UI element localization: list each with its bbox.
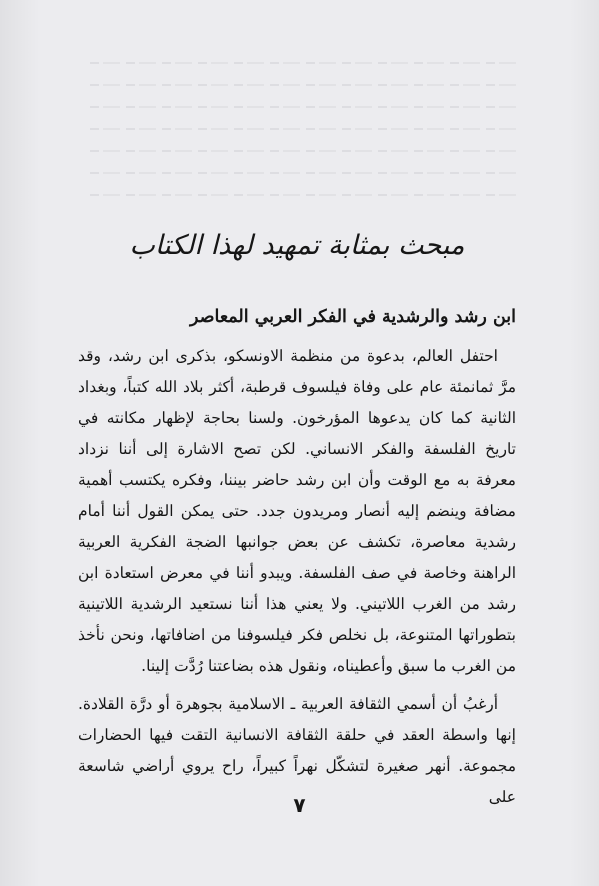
page-content [78,226,516,813]
chapter-title: مبحث بمثابة تمهيد لهذا الكتاب [129,230,465,261]
section-heading: ابن رشد والرشدية في الفكر العربي المعاصر [190,307,516,327]
paragraph-2: أرغبُ أن أسمي الثقافة العربية ـ الاسلامية بجوهرة أو درَّة القلادة. إنها واسطة العقد في حلقة الثقافة الانسانية التقت فيها الحضارات مجموعة. أنهر صغيرة لتشكّل نهراً كبيراً، راح يروي أراضي شاسعة على [78,695,516,806]
page-number: ٧ [293,793,306,817]
paragraph-1: احتفل العالم، بدعوة من منظمة الاونسكو، بذكرى ابن رشد، وقد مرَّ ثمانمئة عام على وفاة فيلسوف قرطبة، أكثر بلاد الله كتباً، وبغداد الثانية كما كان يدعوها المؤرخون. ولسنا بحاجة لإظهار مكانته في تاريخ الفلسفة والفكر الانساني. لكن تصح الاشارة إلى أننا نزداد معرفة به مع الوقت وأن ابن رشد حاضر بيننا، وفكره يكتسب أهمية مضافة وينضم إليه أنصار ومريدون جدد. حتى يمكن القول أننا أمام رشدية معاصرة، تكشف عن بعض جوانبها الضجة الفكرية العربية الراهنة وخاصة في صف الفلسفة. ويبدو أننا في معرض استعادة ابن رشد من الغرب اللاتيني. ولا يعني هذا أننا نستعيد الرشدية اللاتينية بتطوراتها المتنوعة، بل نخلص فكر فيلسوفنا من اضافاتها، ونحن نأخذ من الغرب ما سبق وأعطيناه، ونقول هذه بضاعتنا رُدَّت إلينا. [78,347,516,675]
